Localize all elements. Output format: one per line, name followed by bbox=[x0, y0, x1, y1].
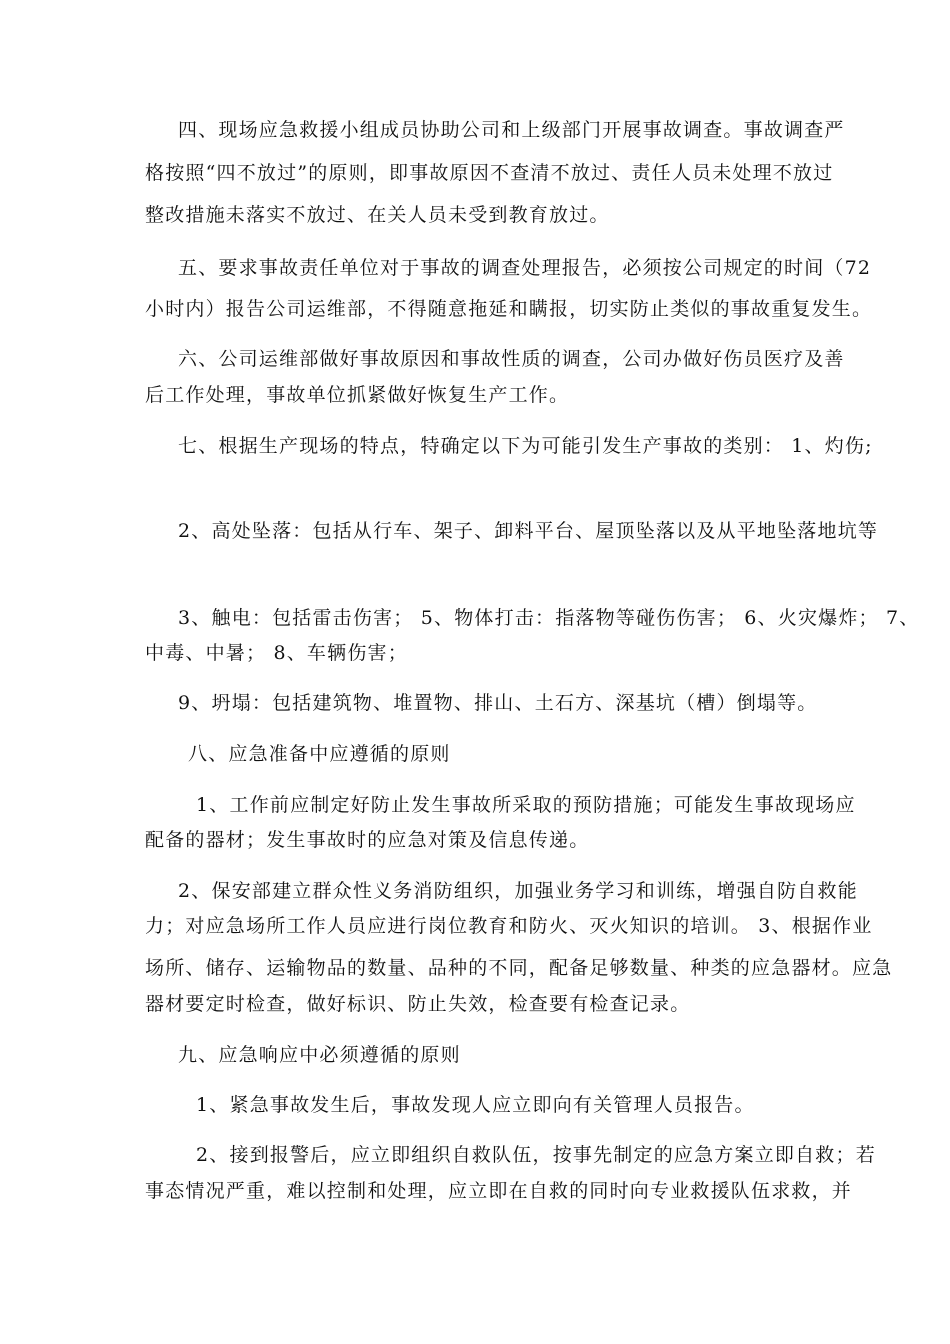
text-line: 小时内）报告公司运维部，不得随意拖延和瞒报，切实防止类似的事故重复发生。 bbox=[145, 298, 873, 320]
text-line: 格按照“四不放过”的原则，即事故原因不查清不放过、责任人员未处理不放过 bbox=[145, 162, 834, 184]
section-heading: 八、应急准备中应遵循的原则 bbox=[188, 743, 451, 765]
text-line: 四、现场应急救援小组成员协助公司和上级部门开展事故调查。事故调查严 bbox=[178, 119, 845, 141]
text-line: 五、要求事故责任单位对于事故的调查处理报告，必须按公司规定的时间（72 bbox=[178, 257, 872, 279]
text-line: 器材要定时检查，做好标识、防止失效，检查要有检查记录。 bbox=[145, 993, 691, 1015]
text-line: 2、接到报警后，应立即组织自救队伍，按事先制定的应急方案立即自救；若 bbox=[196, 1144, 876, 1166]
text-line: 七、根据生产现场的特点，特确定以下为可能引发生产事故的类别： 1、灼伤; bbox=[178, 435, 873, 457]
text-line: 力；对应急场所工作人员应进行岗位教育和防火、灭火知识的培训。 3、根据作业 bbox=[145, 915, 873, 937]
text-line: 1、紧急事故发生后，事故发现人应立即向有关管理人员报告。 bbox=[196, 1094, 755, 1116]
text-line: 事态情况严重，难以控制和处理，应立即在自救的同时向专业救援队伍求救，并 bbox=[145, 1180, 853, 1202]
text-line: 场所、储存、运输物品的数量、品种的不同，配备足够数量、种类的应急器材。应急 bbox=[145, 957, 893, 979]
text-line: 六、公司运维部做好事故原因和事故性质的调查，公司办做好伤员医疗及善 bbox=[178, 348, 845, 370]
section-heading: 九、应急响应中必须遵循的原则 bbox=[178, 1044, 461, 1066]
text-line: 中毒、中暑； 8、车辆伤害； bbox=[145, 642, 408, 664]
text-line: 1、工作前应制定好防止发生事故所采取的预防措施；可能发生事故现场应 bbox=[196, 794, 856, 816]
text-line: 2、保安部建立群众性义务消防组织，加强业务学习和训练，增强自防自救能 bbox=[178, 880, 858, 902]
text-line: 2、高处坠落：包括从行车、架子、卸料平台、屋顶坠落以及从平地坠落地坑等 bbox=[178, 520, 879, 542]
text-line: 后工作处理，事故单位抓紧做好恢复生产工作。 bbox=[145, 384, 570, 406]
text-line: 配备的器材；发生事故时的应急对策及信息传递。 bbox=[145, 829, 590, 851]
text-line: 整改措施未落实不放过、在关人员未受到教育放过。 bbox=[145, 204, 610, 226]
text-line: 9、坍塌：包括建筑物、堆置物、排山、土石方、深基坑（槽）倒塌等。 bbox=[178, 692, 818, 714]
text-line: 3、触电：包括雷击伤害； 5、物体打击：指落物等碰伤伤害； 6、火灾爆炸； 7、 bbox=[178, 607, 920, 629]
